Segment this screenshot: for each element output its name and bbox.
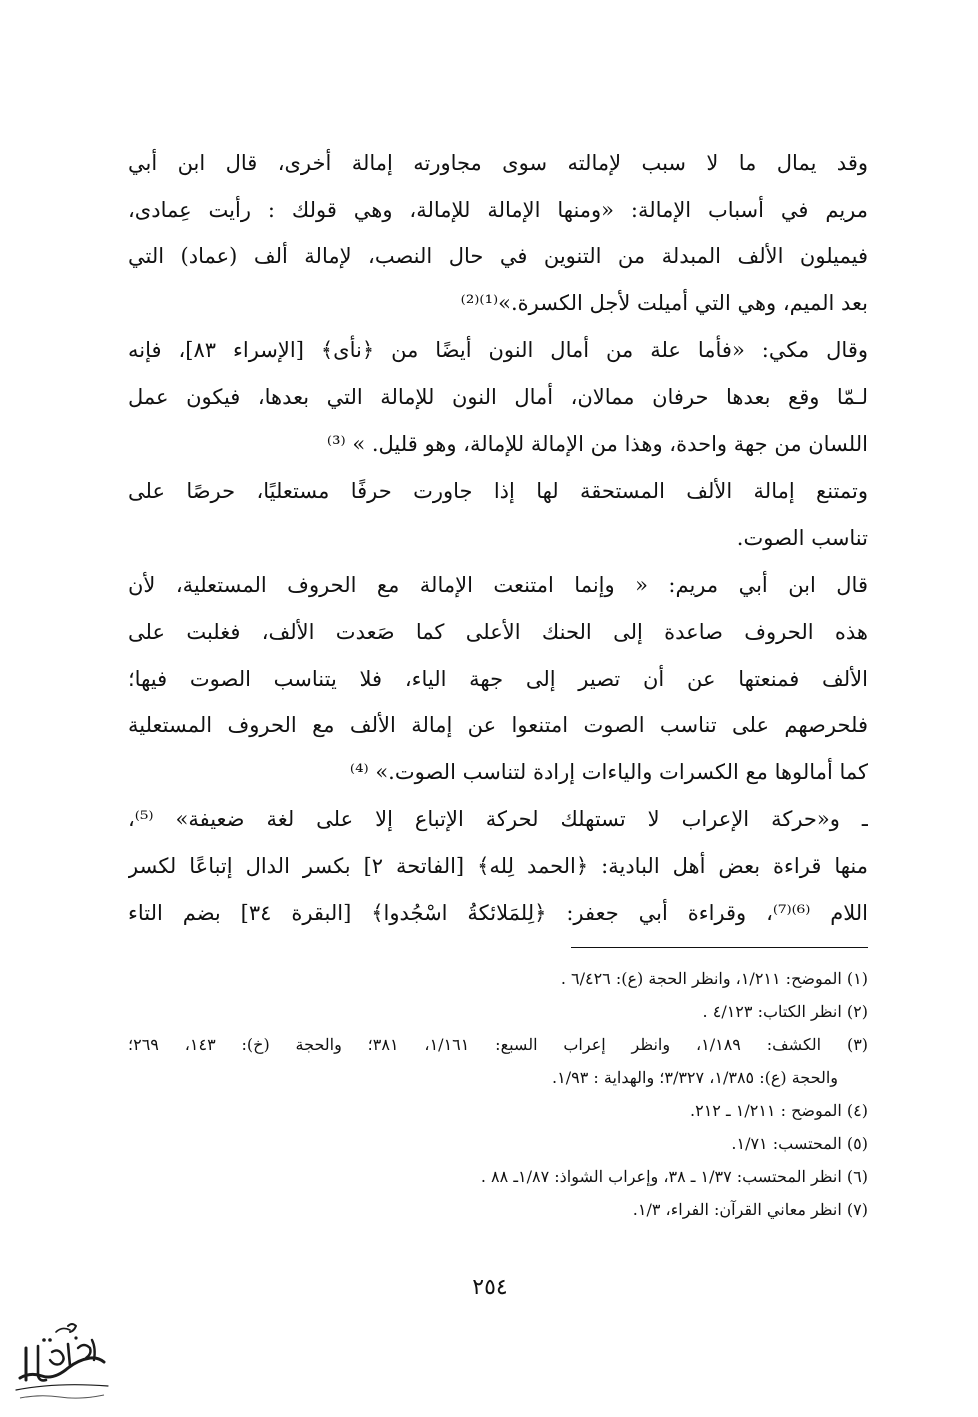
footnote: (٧) انظر معاني القرآن: الفراء، ١/٣. xyxy=(632,1200,868,1219)
footnote: (٦) انظر المحتسب: ١/٣٧ ـ ٣٨، وإعراب الشواذ: ١/٨٧ـ ٨٨ . xyxy=(480,1167,868,1186)
main-text xyxy=(128,140,868,936)
body-line: هذه الحروف صاعدة إلى الحنك الأعلى كما صَعدت الألف، فغلبت على xyxy=(128,619,868,644)
body-line: تناسب الصوت. xyxy=(736,525,868,550)
body-line: اللام ⁽⁶⁾⁽⁷⁾، وقراءة أبي جعفر: ﴿لِلمَلائكةُ اسْجُدوا﴾ [البقرة ٣٤] بضم التاء xyxy=(128,900,868,925)
page-number: ٢٥٤ xyxy=(472,1275,508,1300)
footnote: (٣) الكشف: ١/١٨٩، وانظر إعراب السبع: ١/١٦١، ٣٨١؛ والحجة (خ): ١٤٣، ٢٦٩؛ xyxy=(128,1035,868,1054)
body-line: الألف فمنعتها عن أن تصير إلى جهة الياء، فلا يتناسب الصوت فيها؛ xyxy=(128,666,868,691)
body-line: اللسان من جهة واحدة، وهذا من الإمالة للإمالة، وهو قليل. » ⁽³⁾ xyxy=(326,431,868,456)
body-line: بعد الميم، وهي التي أميلت لأجل الكسرة.»⁽¹⁾⁽²⁾ xyxy=(460,290,868,315)
footnote: (٢) انظر الكتاب: ٤/١٢٣ . xyxy=(702,1002,868,1021)
footnote-separator xyxy=(571,947,868,948)
body-line: كما أمالوها مع الكسرات والياءات إرادة لتناسب الصوت.» ⁽⁴⁾ xyxy=(349,759,868,784)
body-line: منها قراءة بعض أهل البادية: ﴿الحمد لِله﴾ [الفاتحة ٢] بكسر الدال إتباعًا لكسر xyxy=(128,853,868,878)
footnote: (٤) الموضح : ١/٢١١ ـ ٢١٢. xyxy=(690,1101,868,1120)
body-line: وقد يمال ما لا سبب لإمالته سوى مجاورته إمالة أخرى، قال ابن أبي xyxy=(128,151,868,175)
body-line: مريم في أسباب الإمالة: «ومنها الإمالة للإمالة، وهي قولك : رأيت عِمادى، xyxy=(128,197,868,222)
body-line: فيميلون الألف المبدلة من التنوين في حال النصب، لإمالة ألف (عماد) التي xyxy=(128,244,868,269)
body-line: وقال مكي: «فأما علة من أمال النون أيضًا من ﴿نأى﴾ [الإسراء ٨٣]، فإنه xyxy=(128,338,868,363)
calligraphy-stamp-icon xyxy=(6,1318,114,1408)
footnote: (١) الموضح: ١/٢١١، وانظر الحجة (ع): ٦/٤٢٦ . xyxy=(560,969,868,988)
body-line: قال ابن أبي مريم: « وإنما امتنعت الإمالة مع الحروف المستعلية، لأن xyxy=(128,573,868,598)
footnote-continuation: والحجة (ع): ١/٣٨٥، ٣/٣٢٧؛ والهداية : ١/٩٣. xyxy=(552,1068,838,1087)
footnote: (٥) المحتسب: ١/٧١. xyxy=(731,1134,868,1153)
body-line: لـمّا وقع بعدها حرفان ممالان، أمال النون للإمالة التي بعدها، فيكون عمل xyxy=(128,384,868,409)
body-line: وتمتنع إمالة الألف المستحقة لها إذا جاورت حرفًا مستعليًا، حرصًا على xyxy=(128,479,868,504)
body-line: ـ و«حركة الإعراب لا تستهلك لحركة الإتباع إلا على لغة ضعيفة» ⁽⁵⁾، xyxy=(128,807,868,832)
body-line: فلحرصهم على تناسب الصوت امتنعوا عن إمالة الألف مع الحروف المستعلية xyxy=(128,713,868,738)
footnotes xyxy=(128,962,868,1226)
